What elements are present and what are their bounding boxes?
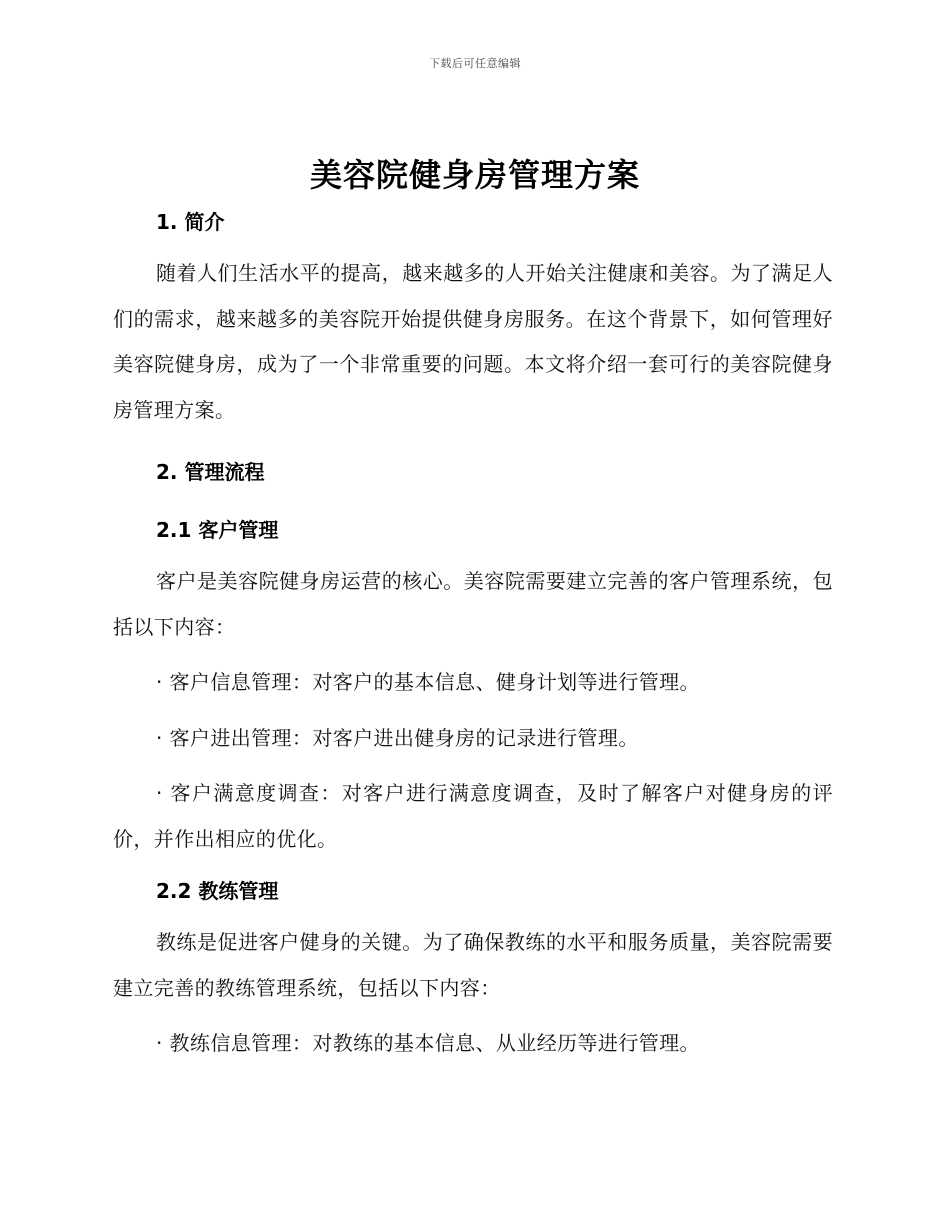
- section-heading-customer: 2.1 客户管理: [156, 518, 279, 542]
- page-title: 美容院健身房管理方案: [309, 156, 640, 194]
- paragraph-coach: 教练是促进客户健身的关键。为了确保教练的水平和服务质量，美容院需要建立完善的教练管理系统，包括以下内容：: [113, 930, 833, 1000]
- list-item: · 客户信息管理：对客户的基本信息、健身计划等进行管理。: [156, 670, 700, 694]
- list-item: · 教练信息管理：对教练的基本信息、从业经历等进行管理。: [156, 1031, 700, 1055]
- header-note: 下载后可任意编辑: [429, 57, 521, 70]
- section-heading-coach: 2.2 教练管理: [156, 879, 279, 903]
- list-item: · 客户满意度调查：对客户进行满意度调查，及时了解客户对健身房的评价，并作出相应的优化。: [113, 781, 833, 851]
- section-heading-process: 2. 管理流程: [156, 460, 265, 484]
- section-heading-intro: 1. 简介: [156, 210, 225, 234]
- paragraph-customer: 客户是美容院健身房运营的核心。美容院需要建立完善的客户管理系统，包括以下内容：: [113, 569, 833, 639]
- list-item: · 客户进出管理：对客户进出健身房的记录进行管理。: [156, 725, 639, 750]
- document-body: [113, 203, 833, 1067]
- paragraph-intro: 随着人们生活水平的提高，越来越多的人开始关注健康和美容。为了满足人们的需求，越来越多的美容院开始提供健身房服务。在这个背景下，如何管理好美容院健身房，成为了一个非常重要的问题。本文将介绍一套可行的美容院健身房管理方案。: [113, 261, 833, 422]
